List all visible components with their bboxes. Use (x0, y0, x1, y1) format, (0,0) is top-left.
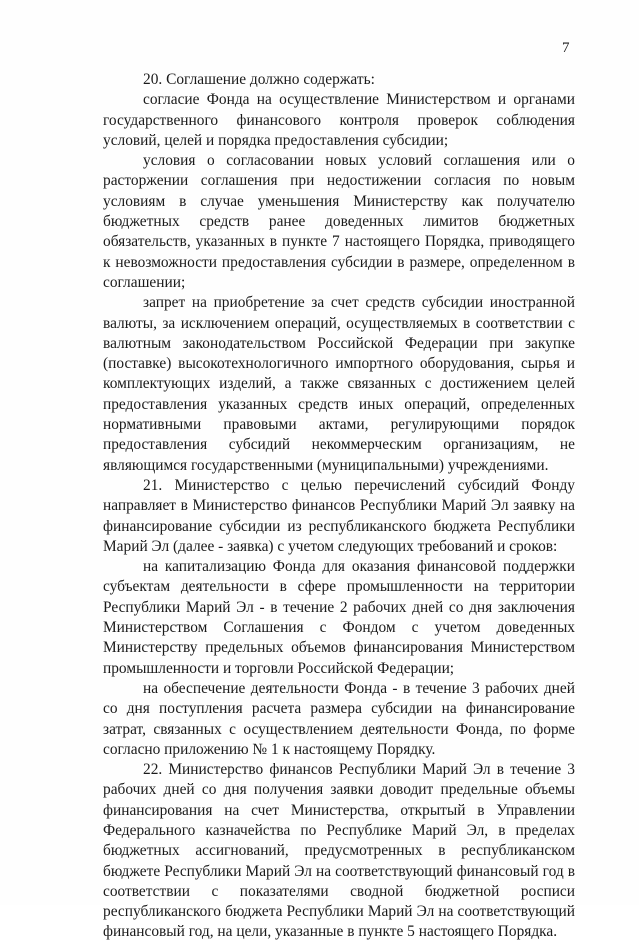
paragraph-20-consent: согласие Фонда на осуществление Министерством и органами государственного финансового контроля проверок соблюдения условий, целей и порядка предоставления субсидии; (103, 91, 575, 149)
paragraph-20-prohibition: запрет на приобретение за счет средств субсидии иностранной валюты, за исключением операций, осуществляемых в соответствии с валютным законодательством Российской Федерации при закупке (поставке) высокотехнологичного импортного оборудования, сырья и комплектующих изделий, а также связанных с достижением целей предоставления указанных средств иных операций, определенных нормативными правовыми актами, регулирующими порядок предоставления субсидий некоммерческим организациям, не являющимся государственными (муниципальными) учреждениями. (103, 294, 575, 474)
paragraph-21-capitalization: на капитализацию Фонда для оказания финансовой поддержки субъектам деятельности в сфере промышленности на территории Республики Марий Эл - в течение 2 рабочих дней со дня заключения Министерством Соглашения с Фондом с учетом доведенных Министерству предельных объемов финансирования Министерством промышленности и торговли Российской Федерации; (103, 558, 575, 677)
paragraph-21: 21. Министерство с целью перечислений субсидий Фонду направляет в Министерство финансов Республики Марий Эл заявку на финансирование субсидии из республиканского бюджета Республики Марий Эл (далее - заявка) с учетом следующих требований и сроков: (103, 476, 575, 555)
page-number: 7 (562, 40, 570, 56)
paragraph-20-conditions: условия о согласовании новых условий соглашения или о расторжении соглашения при недостижении согласия по новым условиям в случае уменьшения Министерству как получателю бюджетных средств ранее доведенных лимитов бюджетных обязательств, указанных в пункте 7 настоящего Порядка, приводящего к невозможности предоставления субсидии в размере, определенном в соглашении; (103, 152, 575, 291)
paragraph-22: 22. Министерство финансов Республики Марий Эл в течение 3 рабочих дней со дня получения заявки доводит предельные объемы финансирования на счет Министерства, открытый в Управлении Федерального казначейства по Республике Марий Эл, в пределах бюджетных ассигнований, предусмотренных в республиканском бюджете Республики Марий Эл на соответствующий финансовый год в соответствии с показателями сводной бюджетной росписи республиканского бюджета Республики Марий Эл на соответствующий финансовый год, на цели, указанные в пункте 5 настоящего Порядка. (103, 761, 575, 941)
paragraph-21-operations: на обеспечение деятельности Фонда - в течение 3 рабочих дней со дня поступления расчета размера субсидии на финансирование затрат, связанных с осуществлением деятельности Фонда, по форме согласно приложению № 1 к настоящему Порядку. (103, 679, 575, 758)
paragraph-20-heading: 20. Соглашение должно содержать: (143, 71, 375, 88)
document-body (103, 70, 575, 943)
